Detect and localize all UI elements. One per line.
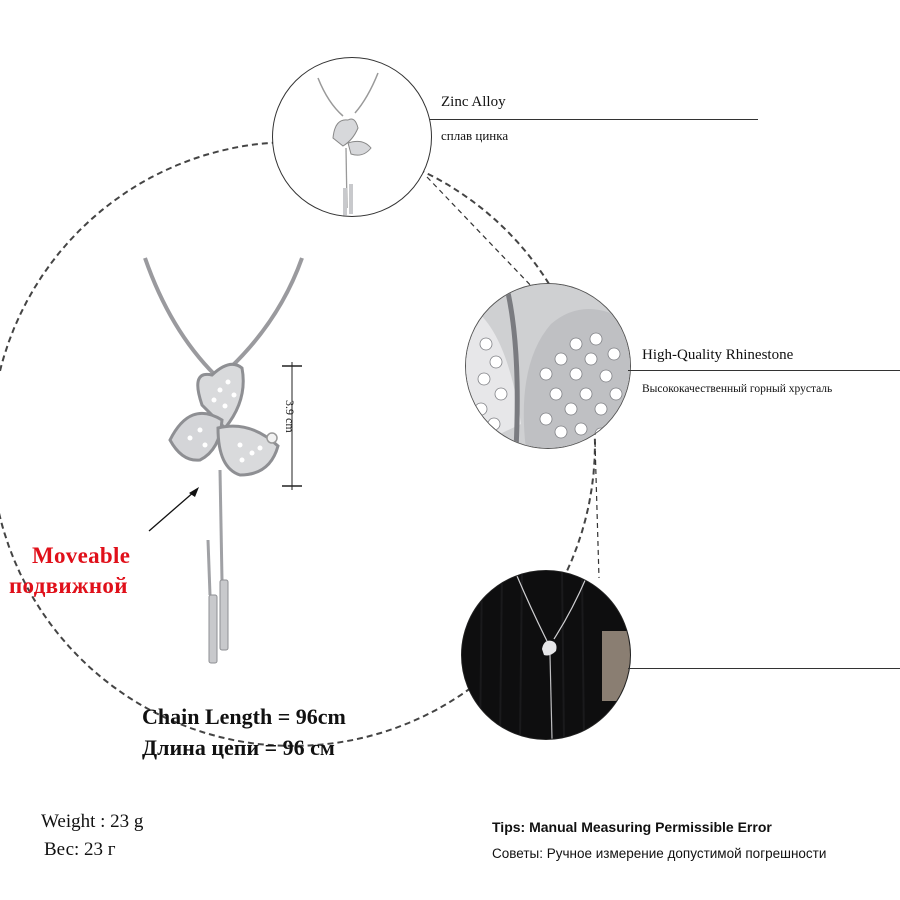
rhinestone-underline bbox=[628, 370, 900, 371]
drop-chain bbox=[220, 470, 222, 580]
zinc-underline bbox=[430, 119, 758, 120]
butterfly-wing-left bbox=[170, 413, 222, 460]
rhinestone-leader-line bbox=[583, 440, 613, 580]
height-label: 3.9 cm bbox=[283, 400, 297, 433]
model-underline bbox=[628, 668, 900, 669]
arrow-icon bbox=[145, 485, 205, 535]
butterfly-crystal bbox=[267, 433, 277, 443]
small-necklace-image bbox=[273, 58, 432, 217]
chain-length-en: Chain Length = 96cm bbox=[142, 704, 346, 729]
model-photo-image bbox=[462, 571, 631, 740]
zinc-leader-line bbox=[425, 175, 585, 295]
chain-length-ru: Длина цепи = 96 см bbox=[142, 735, 335, 760]
weight-ru: Вес: 23 г bbox=[44, 839, 116, 860]
zinc-label-ru: сплав цинка bbox=[441, 128, 509, 143]
model-wearing-circle bbox=[461, 570, 631, 740]
tassel-bar-1 bbox=[209, 595, 217, 663]
rhinestone-label-en: High-Quality Rhinestone bbox=[642, 347, 794, 363]
rhinestone-detail-circle bbox=[465, 283, 631, 449]
zinc-alloy-detail-circle bbox=[272, 57, 432, 217]
rhinestone-closeup-image bbox=[466, 284, 631, 449]
chain-right bbox=[230, 258, 302, 368]
moveable-label-ru: подвижной bbox=[9, 573, 128, 598]
rhinestone-label-ru: Высококачественный горный хрусталь bbox=[642, 383, 833, 395]
tips-subtitle: Советы: Ручное измерение допустимой погрешности bbox=[492, 846, 827, 861]
weight-en: Weight : 23 g bbox=[41, 811, 144, 832]
tips-title: Tips: Manual Measuring Permissible Error bbox=[492, 819, 772, 835]
chain-left bbox=[145, 258, 215, 375]
drop-chain-2 bbox=[208, 540, 210, 595]
tassel-bar-2 bbox=[220, 580, 228, 650]
moveable-label-en: Moveable bbox=[32, 543, 131, 568]
zinc-label-en: Zinc Alloy bbox=[441, 94, 506, 110]
